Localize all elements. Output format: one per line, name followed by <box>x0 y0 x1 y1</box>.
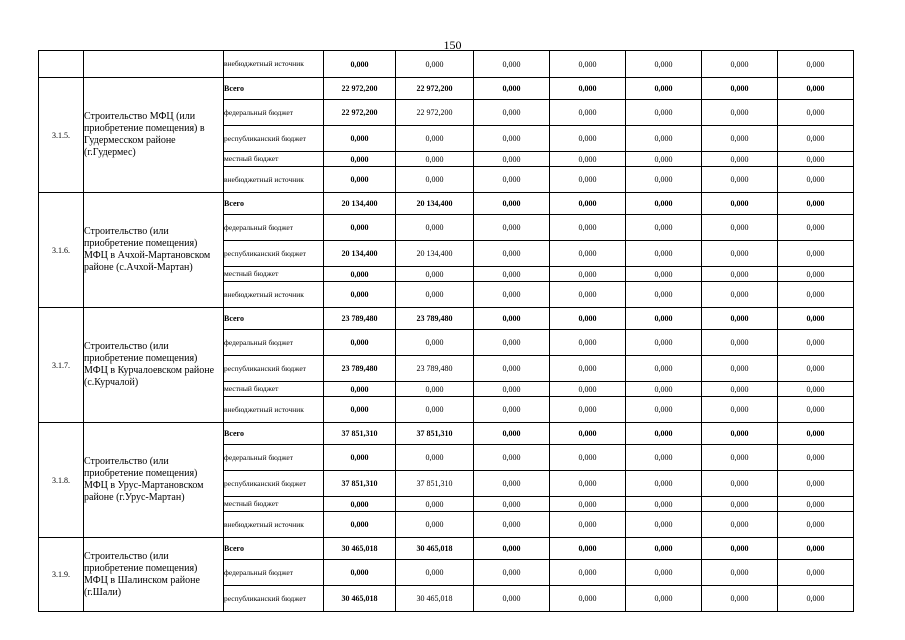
value-cell: 0,000 <box>474 423 550 445</box>
value-cell: 0,000 <box>778 126 854 152</box>
value-cell: 0,000 <box>324 282 396 308</box>
value-cell: 0,000 <box>702 152 778 167</box>
value-cell: 0,000 <box>778 267 854 282</box>
value-cell: 0,000 <box>778 397 854 423</box>
value-cell: 0,000 <box>702 167 778 193</box>
funding-source-cell: Всего <box>224 423 324 445</box>
value-cell: 0,000 <box>778 78 854 100</box>
value-cell: 0,000 <box>396 560 474 586</box>
value-cell: 37 851,310 <box>324 471 396 497</box>
value-cell: 0,000 <box>778 241 854 267</box>
value-cell: 0,000 <box>778 193 854 215</box>
value-cell: 0,000 <box>324 382 396 397</box>
value-cell: 0,000 <box>702 423 778 445</box>
value-cell: 0,000 <box>778 538 854 560</box>
value-cell: 0,000 <box>626 282 702 308</box>
value-cell: 0,000 <box>626 356 702 382</box>
value-cell: 0,000 <box>626 126 702 152</box>
value-cell: 20 134,400 <box>324 241 396 267</box>
value-cell: 0,000 <box>702 560 778 586</box>
value-cell: 0,000 <box>396 126 474 152</box>
table-row <box>39 308 854 330</box>
value-cell: 0,000 <box>626 215 702 241</box>
value-cell: 0,000 <box>626 152 702 167</box>
value-cell: 0,000 <box>550 423 626 445</box>
funding-source-cell: Всего <box>224 308 324 330</box>
funding-source-cell: республиканский бюджет <box>224 471 324 497</box>
item-code: 3.1.8. <box>39 423 84 538</box>
value-cell: 0,000 <box>324 126 396 152</box>
value-cell: 0,000 <box>324 497 396 512</box>
value-cell: 0,000 <box>474 215 550 241</box>
value-cell: 0,000 <box>474 471 550 497</box>
value-cell: 22 972,200 <box>396 78 474 100</box>
funding-source-cell: местный бюджет <box>224 267 324 282</box>
code-cell <box>39 51 84 78</box>
funding-source-cell: Всего <box>224 538 324 560</box>
value-cell: 0,000 <box>778 308 854 330</box>
funding-source-cell: республиканский бюджет <box>224 586 324 612</box>
value-cell: 0,000 <box>702 330 778 356</box>
value-cell: 0,000 <box>324 560 396 586</box>
value-cell: 0,000 <box>550 152 626 167</box>
table-row <box>39 538 854 560</box>
value-cell: 0,000 <box>778 167 854 193</box>
value-cell: 0,000 <box>626 382 702 397</box>
item-code: 3.1.6. <box>39 193 84 308</box>
table-row <box>39 423 854 445</box>
value-cell: 0,000 <box>550 538 626 560</box>
value-cell: 0,000 <box>474 397 550 423</box>
value-cell: 0,000 <box>702 193 778 215</box>
value-cell: 0,000 <box>778 560 854 586</box>
value-cell: 22 972,200 <box>396 100 474 126</box>
value-cell: 0,000 <box>324 152 396 167</box>
item-description: Строительство МФЦ (или приобретение помещения) в Гудермесском районе (г.Гудермес) <box>84 78 224 193</box>
value-cell: 0,000 <box>550 51 626 78</box>
value-cell: 22 972,200 <box>324 100 396 126</box>
item-description: Строительство (или приобретение помещения) МФЦ в Шалинском районе (г.Шали) <box>84 538 224 612</box>
funding-source-cell: внебюджетный источник <box>224 51 324 78</box>
value-cell: 37 851,310 <box>396 471 474 497</box>
value-cell: 0,000 <box>324 167 396 193</box>
value-cell: 0,000 <box>550 267 626 282</box>
value-cell: 20 134,400 <box>396 193 474 215</box>
value-cell: 0,000 <box>702 382 778 397</box>
value-cell: 0,000 <box>474 167 550 193</box>
value-cell: 0,000 <box>550 471 626 497</box>
value-cell: 0,000 <box>396 51 474 78</box>
value-cell: 0,000 <box>626 241 702 267</box>
funding-source-cell: внебюджетный источник <box>224 282 324 308</box>
value-cell: 0,000 <box>702 538 778 560</box>
value-cell: 0,000 <box>702 51 778 78</box>
value-cell: 0,000 <box>550 382 626 397</box>
value-cell: 0,000 <box>702 356 778 382</box>
value-cell: 0,000 <box>324 445 396 471</box>
value-cell: 0,000 <box>550 445 626 471</box>
funding-source-cell: республиканский бюджет <box>224 126 324 152</box>
value-cell: 0,000 <box>474 586 550 612</box>
value-cell: 0,000 <box>626 471 702 497</box>
value-cell: 0,000 <box>702 397 778 423</box>
value-cell: 0,000 <box>702 586 778 612</box>
value-cell: 0,000 <box>778 100 854 126</box>
item-description: Строительство (или приобретение помещения) МФЦ в Ачхой-Мартановском районе (с.Ачхой-Мартан) <box>84 193 224 308</box>
funding-source-cell: федеральный бюджет <box>224 100 324 126</box>
value-cell: 0,000 <box>324 215 396 241</box>
value-cell: 0,000 <box>626 538 702 560</box>
item-description: Строительство (или приобретение помещения) МФЦ в Урус-Мартановском районе (г.Урус-Мартан) <box>84 423 224 538</box>
value-cell: 23 789,480 <box>396 308 474 330</box>
item-code: 3.1.9. <box>39 538 84 612</box>
value-cell: 0,000 <box>324 397 396 423</box>
value-cell: 0,000 <box>550 193 626 215</box>
funding-source-cell: местный бюджет <box>224 382 324 397</box>
value-cell: 0,000 <box>626 100 702 126</box>
funding-source-cell: республиканский бюджет <box>224 241 324 267</box>
funding-source-cell: федеральный бюджет <box>224 330 324 356</box>
value-cell: 0,000 <box>474 538 550 560</box>
value-cell: 0,000 <box>702 471 778 497</box>
value-cell: 0,000 <box>396 397 474 423</box>
value-cell: 0,000 <box>550 241 626 267</box>
value-cell: 0,000 <box>626 397 702 423</box>
funding-source-cell: местный бюджет <box>224 152 324 167</box>
value-cell: 0,000 <box>474 308 550 330</box>
value-cell: 0,000 <box>474 152 550 167</box>
value-cell: 0,000 <box>702 126 778 152</box>
value-cell: 0,000 <box>396 215 474 241</box>
value-cell: 0,000 <box>550 497 626 512</box>
value-cell: 0,000 <box>626 423 702 445</box>
value-cell: 0,000 <box>778 152 854 167</box>
funding-source-cell: федеральный бюджет <box>224 560 324 586</box>
value-cell: 0,000 <box>702 241 778 267</box>
funding-source-cell: республиканский бюджет <box>224 356 324 382</box>
value-cell: 0,000 <box>550 308 626 330</box>
value-cell: 0,000 <box>702 308 778 330</box>
value-cell: 0,000 <box>626 51 702 78</box>
funding-source-cell: Всего <box>224 193 324 215</box>
value-cell: 0,000 <box>626 330 702 356</box>
value-cell: 0,000 <box>778 586 854 612</box>
value-cell: 0,000 <box>702 497 778 512</box>
value-cell: 0,000 <box>778 512 854 538</box>
value-cell: 0,000 <box>550 126 626 152</box>
value-cell: 0,000 <box>550 356 626 382</box>
value-cell: 0,000 <box>550 512 626 538</box>
value-cell: 0,000 <box>702 445 778 471</box>
value-cell: 0,000 <box>626 167 702 193</box>
value-cell: 0,000 <box>626 267 702 282</box>
value-cell: 0,000 <box>550 560 626 586</box>
value-cell: 0,000 <box>626 586 702 612</box>
value-cell: 0,000 <box>778 423 854 445</box>
value-cell: 0,000 <box>324 267 396 282</box>
value-cell: 0,000 <box>474 267 550 282</box>
value-cell: 0,000 <box>474 126 550 152</box>
value-cell: 0,000 <box>474 282 550 308</box>
value-cell: 0,000 <box>702 512 778 538</box>
value-cell: 0,000 <box>396 512 474 538</box>
value-cell: 0,000 <box>550 282 626 308</box>
value-cell: 37 851,310 <box>324 423 396 445</box>
value-cell: 0,000 <box>396 167 474 193</box>
funding-source-cell: внебюджетный источник <box>224 167 324 193</box>
value-cell: 0,000 <box>474 193 550 215</box>
value-cell: 0,000 <box>550 78 626 100</box>
value-cell: 0,000 <box>778 471 854 497</box>
page-number: 150 <box>443 38 462 52</box>
value-cell: 0,000 <box>626 560 702 586</box>
value-cell: 23 789,480 <box>324 356 396 382</box>
funding-source-cell: Всего <box>224 78 324 100</box>
value-cell: 0,000 <box>474 560 550 586</box>
value-cell: 0,000 <box>396 267 474 282</box>
value-cell: 0,000 <box>474 100 550 126</box>
value-cell: 0,000 <box>474 497 550 512</box>
value-cell: 0,000 <box>474 356 550 382</box>
value-cell: 23 789,480 <box>396 356 474 382</box>
value-cell: 0,000 <box>626 512 702 538</box>
value-cell: 0,000 <box>550 100 626 126</box>
value-cell: 0,000 <box>396 382 474 397</box>
value-cell: 0,000 <box>626 78 702 100</box>
value-cell: 0,000 <box>702 100 778 126</box>
table-row <box>39 193 854 215</box>
value-cell: 0,000 <box>778 356 854 382</box>
value-cell: 0,000 <box>626 445 702 471</box>
table-row <box>39 51 854 78</box>
value-cell: 37 851,310 <box>396 423 474 445</box>
value-cell: 0,000 <box>324 330 396 356</box>
value-cell: 0,000 <box>474 78 550 100</box>
value-cell: 0,000 <box>778 282 854 308</box>
value-cell: 0,000 <box>550 586 626 612</box>
value-cell: 0,000 <box>396 445 474 471</box>
value-cell: 0,000 <box>474 445 550 471</box>
value-cell: 0,000 <box>396 497 474 512</box>
value-cell: 0,000 <box>550 167 626 193</box>
value-cell: 0,000 <box>324 512 396 538</box>
value-cell: 0,000 <box>396 282 474 308</box>
value-cell: 0,000 <box>396 152 474 167</box>
value-cell: 0,000 <box>474 512 550 538</box>
value-cell: 0,000 <box>778 215 854 241</box>
value-cell: 0,000 <box>474 330 550 356</box>
value-cell: 0,000 <box>702 78 778 100</box>
funding-source-cell: внебюджетный источник <box>224 397 324 423</box>
value-cell: 0,000 <box>626 308 702 330</box>
item-code: 3.1.7. <box>39 308 84 423</box>
value-cell: 30 465,018 <box>324 538 396 560</box>
value-cell: 0,000 <box>778 497 854 512</box>
value-cell: 30 465,018 <box>396 586 474 612</box>
funding-source-cell: федеральный бюджет <box>224 445 324 471</box>
value-cell: 0,000 <box>550 397 626 423</box>
value-cell: 0,000 <box>702 282 778 308</box>
funding-source-cell: местный бюджет <box>224 497 324 512</box>
value-cell: 0,000 <box>778 330 854 356</box>
value-cell: 20 134,400 <box>396 241 474 267</box>
value-cell: 30 465,018 <box>324 586 396 612</box>
value-cell: 23 789,480 <box>324 308 396 330</box>
value-cell: 20 134,400 <box>324 193 396 215</box>
value-cell: 0,000 <box>702 267 778 282</box>
table-row <box>39 78 854 100</box>
value-cell: 0,000 <box>702 215 778 241</box>
value-cell: 22 972,200 <box>324 78 396 100</box>
value-cell: 0,000 <box>324 51 396 78</box>
funding-source-cell: внебюджетный источник <box>224 512 324 538</box>
value-cell: 30 465,018 <box>396 538 474 560</box>
item-code: 3.1.5. <box>39 78 84 193</box>
value-cell: 0,000 <box>550 215 626 241</box>
value-cell: 0,000 <box>778 445 854 471</box>
funding-source-cell: федеральный бюджет <box>224 215 324 241</box>
budget-table <box>38 50 854 612</box>
value-cell: 0,000 <box>550 330 626 356</box>
value-cell: 0,000 <box>474 51 550 78</box>
value-cell: 0,000 <box>626 193 702 215</box>
value-cell: 0,000 <box>626 497 702 512</box>
value-cell: 0,000 <box>778 382 854 397</box>
value-cell: 0,000 <box>474 241 550 267</box>
description-cell <box>84 51 224 78</box>
value-cell: 0,000 <box>778 51 854 78</box>
value-cell: 0,000 <box>474 382 550 397</box>
item-description: Строительство (или приобретение помещения) МФЦ в Курчалоевском районе (с.Курчалой) <box>84 308 224 423</box>
value-cell: 0,000 <box>396 330 474 356</box>
